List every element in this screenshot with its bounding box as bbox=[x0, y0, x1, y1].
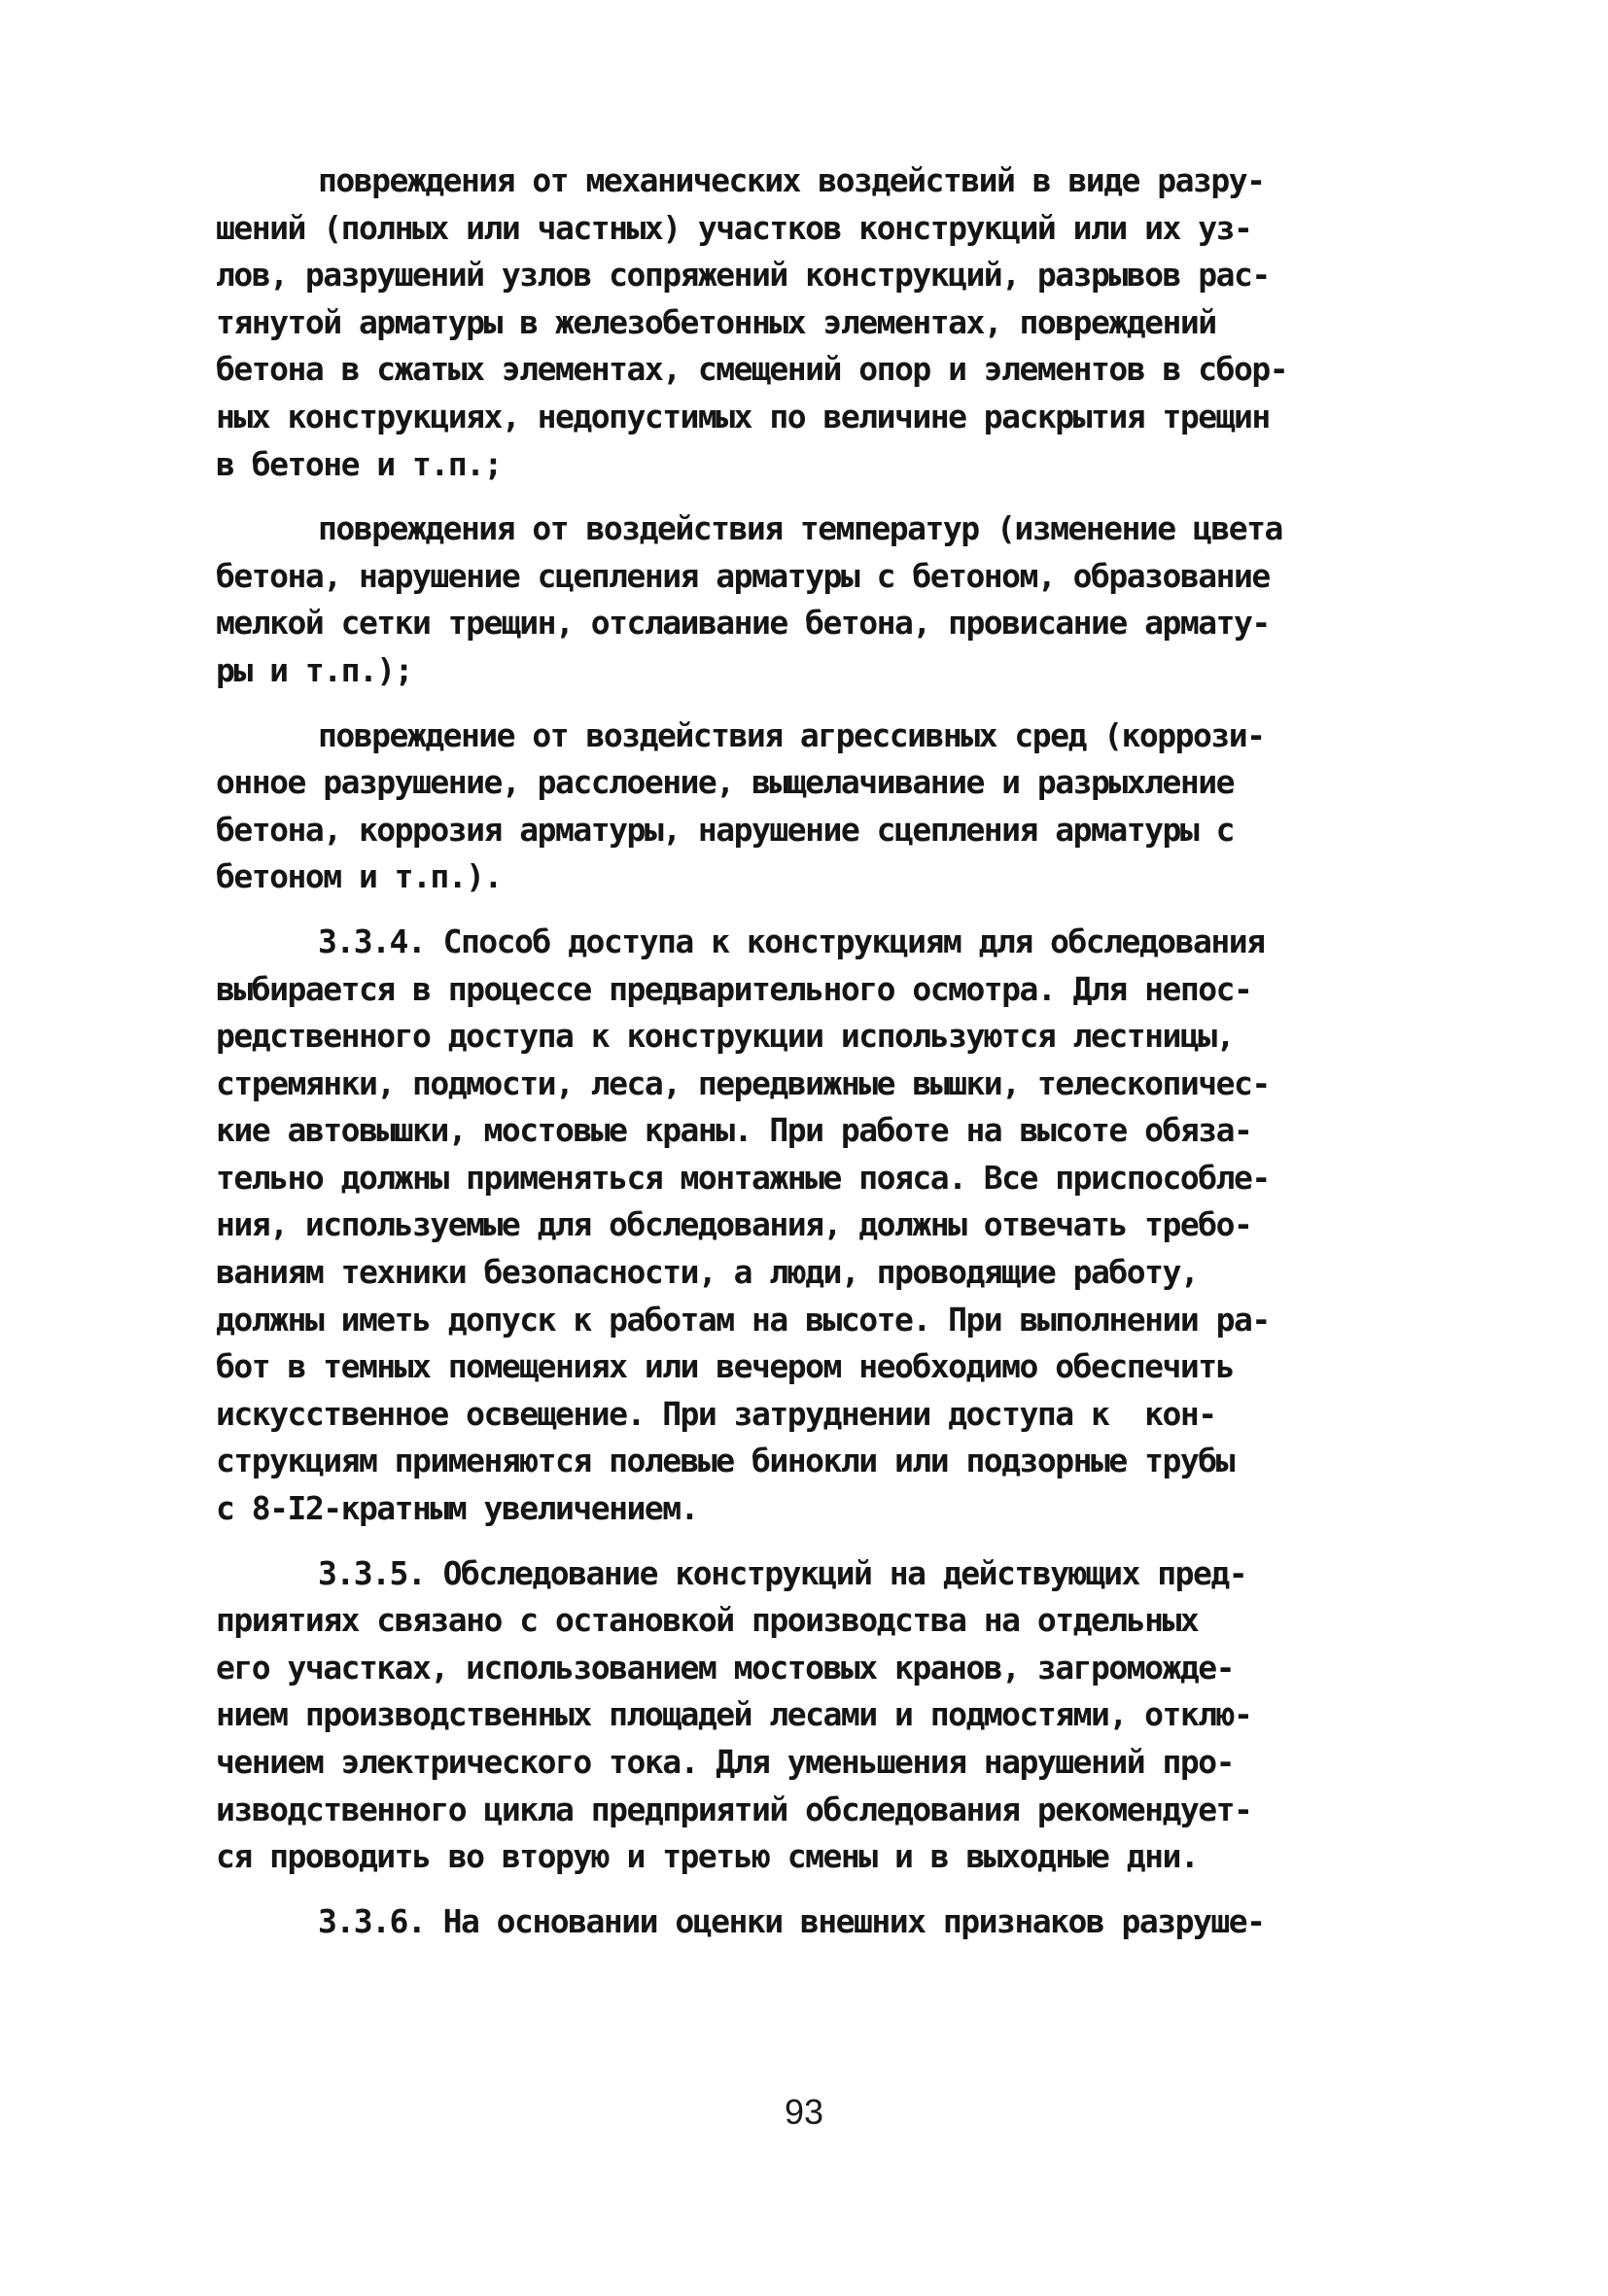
text-line: струкциям применяются полевые бинокли или подзорные трубы bbox=[216, 1442, 1234, 1480]
paragraph-3-3-6 bbox=[216, 1898, 1431, 1946]
text-line: 3.3.5. Обследование конструкций на действующих пред- bbox=[318, 1553, 1247, 1592]
text-line: повреждения от воздействия температур (изменение цвета bbox=[318, 509, 1282, 548]
text-line: искусственное освещение. При затруднении доступа к кон- bbox=[216, 1394, 1216, 1433]
text-line: изводственного цикла предприятий обследования рекомендует- bbox=[216, 1790, 1252, 1828]
text-line: повреждения от механических воздействий в виде разру- bbox=[318, 161, 1265, 199]
text-line: в бетоне и т.п.; bbox=[216, 444, 502, 483]
text-line: нием производственных площадей лесами и подмостями, отклю- bbox=[216, 1695, 1252, 1734]
text-line: с 8-I2-кратным увеличением. bbox=[216, 1489, 698, 1528]
text-line: редственного доступа к конструкции используются лестницы, bbox=[216, 1017, 1234, 1056]
text-line: стремянки, подмости, леса, передвижные вышки, телескопичес- bbox=[216, 1063, 1270, 1102]
text-line: приятиях связано с остановкой производства на отдельных bbox=[216, 1601, 1199, 1640]
text-line: бетоном и т.п.). bbox=[216, 857, 502, 896]
text-line: его участках, использованием мостовых кранов, загроможде- bbox=[216, 1648, 1234, 1687]
text-line: ния, используемые для обследования, должны отвечать требо- bbox=[216, 1205, 1252, 1244]
text-line: бетона, нарушение сцепления арматуры с бетоном, образование bbox=[216, 556, 1270, 595]
text-line: кие автовышки, мостовые краны. При работе на высоте обяза- bbox=[216, 1111, 1252, 1150]
text-line: ся проводить во вторую и третью смены и в выходные дни. bbox=[216, 1837, 1199, 1876]
text-line: ры и т.п.); bbox=[216, 650, 413, 689]
text-line: выбирается в процессе предварительного осмотра. Для непос- bbox=[216, 969, 1252, 1008]
text-line: шений (полных или частных) участков конструкций или их уз- bbox=[216, 208, 1252, 247]
text-line: ваниям техники безопасности, а люди, проводящие работу, bbox=[216, 1253, 1199, 1292]
text-line: повреждение от воздействия агрессивных сред (коррози- bbox=[318, 715, 1265, 754]
text-line: тянутой арматуры в железобетонных элементах, повреждений bbox=[216, 302, 1216, 341]
text-line: онное разрушение, расслоение, выщелачивание и разрыхление bbox=[216, 763, 1234, 802]
paragraph-3-3-5 bbox=[216, 1550, 1431, 1881]
text-line: чением электрического тока. Для уменьшения нарушений про- bbox=[216, 1743, 1234, 1781]
text-line: мелкой сетки трещин, отслаивание бетона, провисание армату- bbox=[216, 604, 1270, 643]
text-line: должны иметь допуск к работам на высоте. При выполнении ра- bbox=[216, 1300, 1270, 1339]
paragraph-mechanical-damage bbox=[216, 157, 1431, 488]
text-line: лов, разрушений узлов сопряжений конструкций, разрывов рас- bbox=[216, 256, 1270, 295]
text-line: бетона в сжатых элементах, смещений опор и элементов в сбор- bbox=[216, 350, 1288, 389]
text-line: 3.3.6. На основании оценки внешних признаков разруше- bbox=[318, 1901, 1265, 1940]
body-text bbox=[216, 157, 1431, 1963]
paragraph-3-3-4 bbox=[216, 919, 1431, 1533]
paragraph-aggressive-media-damage bbox=[216, 713, 1431, 901]
text-line: 3.3.4. Способ доступа к конструкциям для обследования bbox=[318, 922, 1265, 960]
paragraph-temperature-damage bbox=[216, 505, 1431, 694]
text-line: тельно должны применяться монтажные пояса. Все приспособле- bbox=[216, 1158, 1270, 1197]
page-number: 93 bbox=[784, 2092, 824, 2132]
text-line: бот в темных помещениях или вечером необходимо обеспечить bbox=[216, 1347, 1234, 1386]
text-line: ных конструкциях, недопустимых по величине раскрытия трещин bbox=[216, 397, 1270, 435]
text-line: бетона, коррозия арматуры, нарушение сцепления арматуры с bbox=[216, 810, 1234, 849]
